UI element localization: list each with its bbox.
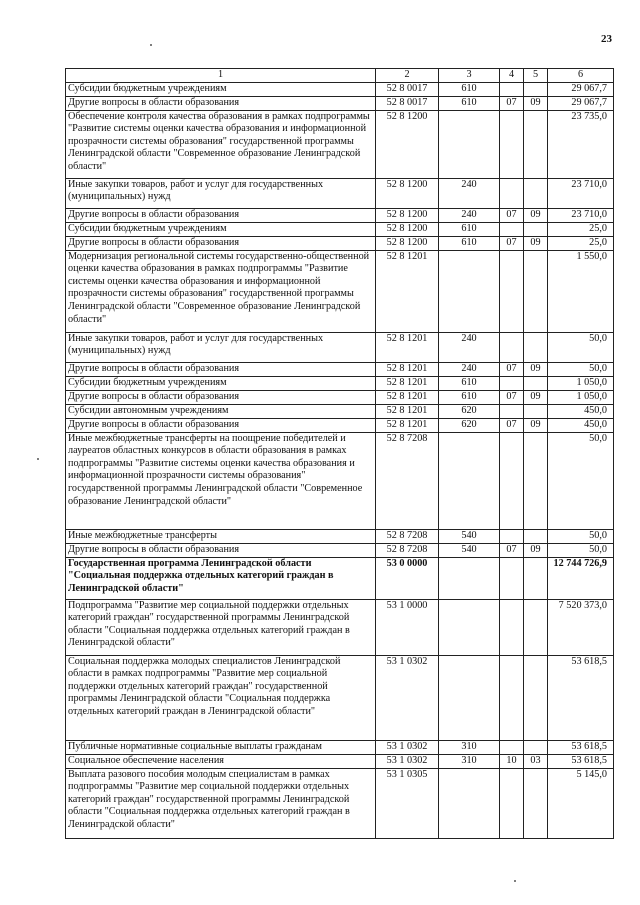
table-row (66, 543, 614, 557)
row-amount-cell: 450,0 (548, 404, 614, 418)
row-code-cell: 53 1 0302 (376, 740, 439, 754)
row-subsection-cell (524, 740, 548, 754)
row-name-cell: Иные закупки товаров, работ и услуг для государственных (муниципальных) нужд (66, 332, 376, 362)
row-type-cell: 240 (439, 208, 500, 222)
row-type-cell (439, 655, 500, 740)
row-name-cell: Государственная программа Ленинградской области "Социальная поддержка отдельных категорий граждан в Ленинградской области" (66, 557, 376, 599)
row-amount-cell: 50,0 (548, 529, 614, 543)
row-section-cell: 07 (500, 208, 524, 222)
row-subsection-cell (524, 376, 548, 390)
row-code-cell: 52 8 0017 (376, 96, 439, 110)
page-number: 23 (601, 33, 612, 45)
row-amount-cell: 50,0 (548, 362, 614, 376)
row-code-cell: 52 8 1201 (376, 376, 439, 390)
table-row (66, 404, 614, 418)
row-name-cell: Субсидии бюджетным учреждениям (66, 376, 376, 390)
row-section-cell (500, 332, 524, 362)
row-amount-cell: 29 067,7 (548, 96, 614, 110)
row-name-cell: Социальное обеспечение населения (66, 754, 376, 768)
table-row (66, 236, 614, 250)
row-subsection-cell (524, 332, 548, 362)
table-row (66, 178, 614, 208)
table-row (66, 96, 614, 110)
row-amount-cell: 53 618,5 (548, 655, 614, 740)
table-row (66, 376, 614, 390)
row-subsection-cell (524, 82, 548, 96)
row-code-cell: 53 1 0000 (376, 599, 439, 655)
row-name-cell: Субсидии бюджетным учреждениям (66, 222, 376, 236)
row-code-cell: 52 8 7208 (376, 432, 439, 529)
row-type-cell: 240 (439, 332, 500, 362)
row-type-cell: 610 (439, 236, 500, 250)
table-row (66, 529, 614, 543)
table-row (66, 418, 614, 432)
row-code-cell: 52 8 1200 (376, 236, 439, 250)
table-body (66, 82, 614, 838)
row-name-cell: Иные межбюджетные трансферты на поощрение победителей и лауреатов областных конкурсов в области образования в рамках подпрограммы "Развитие системы оценки качества образования и информационной прозрачности системы образования" государственной программы Ленинградской области "Современное образование Ленинградской области" (66, 432, 376, 529)
row-amount-cell: 23 710,0 (548, 178, 614, 208)
row-name-cell: Другие вопросы в области образования (66, 96, 376, 110)
table-row (66, 222, 614, 236)
row-amount-cell: 53 618,5 (548, 740, 614, 754)
row-type-cell (439, 599, 500, 655)
row-section-cell (500, 404, 524, 418)
table-row (66, 208, 614, 222)
row-name-cell: Другие вопросы в области образования (66, 208, 376, 222)
row-type-cell (439, 110, 500, 178)
table-row (66, 768, 614, 838)
header-cell: 5 (524, 69, 548, 83)
row-section-cell (500, 110, 524, 178)
row-amount-cell: 50,0 (548, 332, 614, 362)
row-section-cell (500, 768, 524, 838)
row-type-cell: 240 (439, 178, 500, 208)
row-name-cell: Социальная поддержка молодых специалистов Ленинградской области в рамках подпрограммы "Развитие мер социальной поддержки отдельных категорий граждан" государственной программы Ленинградской области "Социальная поддержка отдельных категорий граждан в Ленинградской области" (66, 655, 376, 740)
row-code-cell: 52 8 1201 (376, 250, 439, 332)
row-subsection-cell: 09 (524, 543, 548, 557)
row-type-cell: 610 (439, 96, 500, 110)
row-subsection-cell (524, 404, 548, 418)
row-section-cell (500, 82, 524, 96)
row-subsection-cell (524, 178, 548, 208)
table-row (66, 362, 614, 376)
row-section-cell: 07 (500, 543, 524, 557)
scan-speck (37, 458, 39, 460)
row-subsection-cell: 09 (524, 362, 548, 376)
row-section-cell: 07 (500, 236, 524, 250)
row-code-cell: 52 8 7208 (376, 529, 439, 543)
row-code-cell: 53 1 0302 (376, 655, 439, 740)
row-subsection-cell (524, 529, 548, 543)
row-code-cell: 53 0 0000 (376, 557, 439, 599)
row-section-cell: 10 (500, 754, 524, 768)
row-section-cell (500, 376, 524, 390)
row-section-cell (500, 740, 524, 754)
row-subsection-cell (524, 250, 548, 332)
row-subsection-cell: 03 (524, 754, 548, 768)
table-row (66, 390, 614, 404)
row-code-cell: 53 1 0302 (376, 754, 439, 768)
row-code-cell: 53 1 0305 (376, 768, 439, 838)
row-subsection-cell (524, 768, 548, 838)
header-cell: 4 (500, 69, 524, 83)
row-type-cell: 310 (439, 754, 500, 768)
row-amount-cell: 12 744 726,9 (548, 557, 614, 599)
row-section-cell (500, 529, 524, 543)
row-type-cell: 610 (439, 82, 500, 96)
row-subsection-cell (524, 110, 548, 178)
row-name-cell: Выплата разового пособия молодым специалистам в рамках подпрограммы "Развитие мер социальной поддержки отдельных категорий граждан" государственной программы Ленинградской области "Социальная поддержка отдельных категорий граждан в Ленинградской области" (66, 768, 376, 838)
header-cell: 1 (66, 69, 376, 83)
row-type-cell: 310 (439, 740, 500, 754)
row-name-cell: Иные межбюджетные трансферты (66, 529, 376, 543)
row-name-cell: Субсидии автономным учреждениям (66, 404, 376, 418)
row-name-cell: Другие вопросы в области образования (66, 390, 376, 404)
table-row (66, 655, 614, 740)
row-amount-cell: 50,0 (548, 543, 614, 557)
header-row (66, 69, 614, 83)
row-name-cell: Другие вопросы в области образования (66, 236, 376, 250)
row-amount-cell: 25,0 (548, 236, 614, 250)
row-amount-cell: 450,0 (548, 418, 614, 432)
row-code-cell: 52 8 1200 (376, 208, 439, 222)
row-subsection-cell: 09 (524, 418, 548, 432)
row-code-cell: 52 8 1201 (376, 418, 439, 432)
row-amount-cell: 1 050,0 (548, 390, 614, 404)
row-section-cell (500, 432, 524, 529)
row-type-cell (439, 432, 500, 529)
table-row (66, 110, 614, 178)
row-code-cell: 52 8 7208 (376, 543, 439, 557)
row-type-cell: 620 (439, 404, 500, 418)
row-section-cell (500, 250, 524, 332)
row-code-cell: 52 8 1200 (376, 110, 439, 178)
row-code-cell: 52 8 1201 (376, 332, 439, 362)
table-row (66, 740, 614, 754)
row-type-cell (439, 250, 500, 332)
row-amount-cell: 53 618,5 (548, 754, 614, 768)
table-row (66, 332, 614, 362)
row-name-cell: Другие вопросы в области образования (66, 418, 376, 432)
row-type-cell: 540 (439, 543, 500, 557)
table-row (66, 754, 614, 768)
row-subsection-cell (524, 222, 548, 236)
row-name-cell: Публичные нормативные социальные выплаты гражданам (66, 740, 376, 754)
row-code-cell: 52 8 0017 (376, 82, 439, 96)
row-section-cell (500, 222, 524, 236)
row-amount-cell: 50,0 (548, 432, 614, 529)
scan-speck (514, 880, 516, 882)
row-code-cell: 52 8 1201 (376, 390, 439, 404)
row-code-cell: 52 8 1200 (376, 222, 439, 236)
row-amount-cell: 23 710,0 (548, 208, 614, 222)
header-cell: 6 (548, 69, 614, 83)
row-name-cell: Обеспечение контроля качества образования в рамках подпрограммы "Развитие системы оценки качества образования и информационной прозрачности системы образования" государственной программы Ленинградской области "Современное образование Ленинградской области" (66, 110, 376, 178)
budget-table (65, 68, 614, 839)
row-subsection-cell: 09 (524, 236, 548, 250)
table-row (66, 432, 614, 529)
row-amount-cell: 7 520 373,0 (548, 599, 614, 655)
row-section-cell (500, 557, 524, 599)
row-type-cell: 610 (439, 376, 500, 390)
row-subsection-cell (524, 655, 548, 740)
row-section-cell: 07 (500, 96, 524, 110)
row-code-cell: 52 8 1201 (376, 404, 439, 418)
row-name-cell: Иные закупки товаров, работ и услуг для государственных (муниципальных) нужд (66, 178, 376, 208)
row-type-cell: 540 (439, 529, 500, 543)
row-code-cell: 52 8 1200 (376, 178, 439, 208)
row-subsection-cell (524, 432, 548, 529)
row-amount-cell: 1 550,0 (548, 250, 614, 332)
row-subsection-cell (524, 557, 548, 599)
row-type-cell: 240 (439, 362, 500, 376)
table-row (66, 250, 614, 332)
row-subsection-cell: 09 (524, 390, 548, 404)
row-subsection-cell: 09 (524, 208, 548, 222)
row-type-cell (439, 768, 500, 838)
row-name-cell: Другие вопросы в области образования (66, 543, 376, 557)
row-name-cell: Субсидии бюджетным учреждениям (66, 82, 376, 96)
row-amount-cell: 1 050,0 (548, 376, 614, 390)
scan-speck (150, 44, 152, 46)
row-subsection-cell: 09 (524, 96, 548, 110)
table-row (66, 82, 614, 96)
row-amount-cell: 5 145,0 (548, 768, 614, 838)
row-name-cell: Модернизация региональной системы государственно-общественной оценки качества образования в рамках подпрограммы "Развитие системы оценки качества образования и информационной прозрачности системы образования" государственной программы Ленинградской области "Современное образование Ленинградской области" (66, 250, 376, 332)
row-code-cell: 52 8 1201 (376, 362, 439, 376)
row-section-cell (500, 599, 524, 655)
row-amount-cell: 29 067,7 (548, 82, 614, 96)
row-subsection-cell (524, 599, 548, 655)
row-type-cell: 620 (439, 418, 500, 432)
table-row (66, 599, 614, 655)
row-type-cell: 610 (439, 222, 500, 236)
row-type-cell (439, 557, 500, 599)
row-section-cell: 07 (500, 390, 524, 404)
table-row (66, 557, 614, 599)
row-amount-cell: 23 735,0 (548, 110, 614, 178)
row-section-cell: 07 (500, 418, 524, 432)
row-section-cell (500, 655, 524, 740)
header-cell: 2 (376, 69, 439, 83)
row-section-cell (500, 178, 524, 208)
row-amount-cell: 25,0 (548, 222, 614, 236)
row-type-cell: 610 (439, 390, 500, 404)
header-cell: 3 (439, 69, 500, 83)
row-section-cell: 07 (500, 362, 524, 376)
row-name-cell: Другие вопросы в области образования (66, 362, 376, 376)
row-name-cell: Подпрограмма "Развитие мер социальной поддержки отдельных категорий граждан" государственной программы Ленинградской области "Социальная поддержка отдельных категорий граждан в Ленинградской области" (66, 599, 376, 655)
